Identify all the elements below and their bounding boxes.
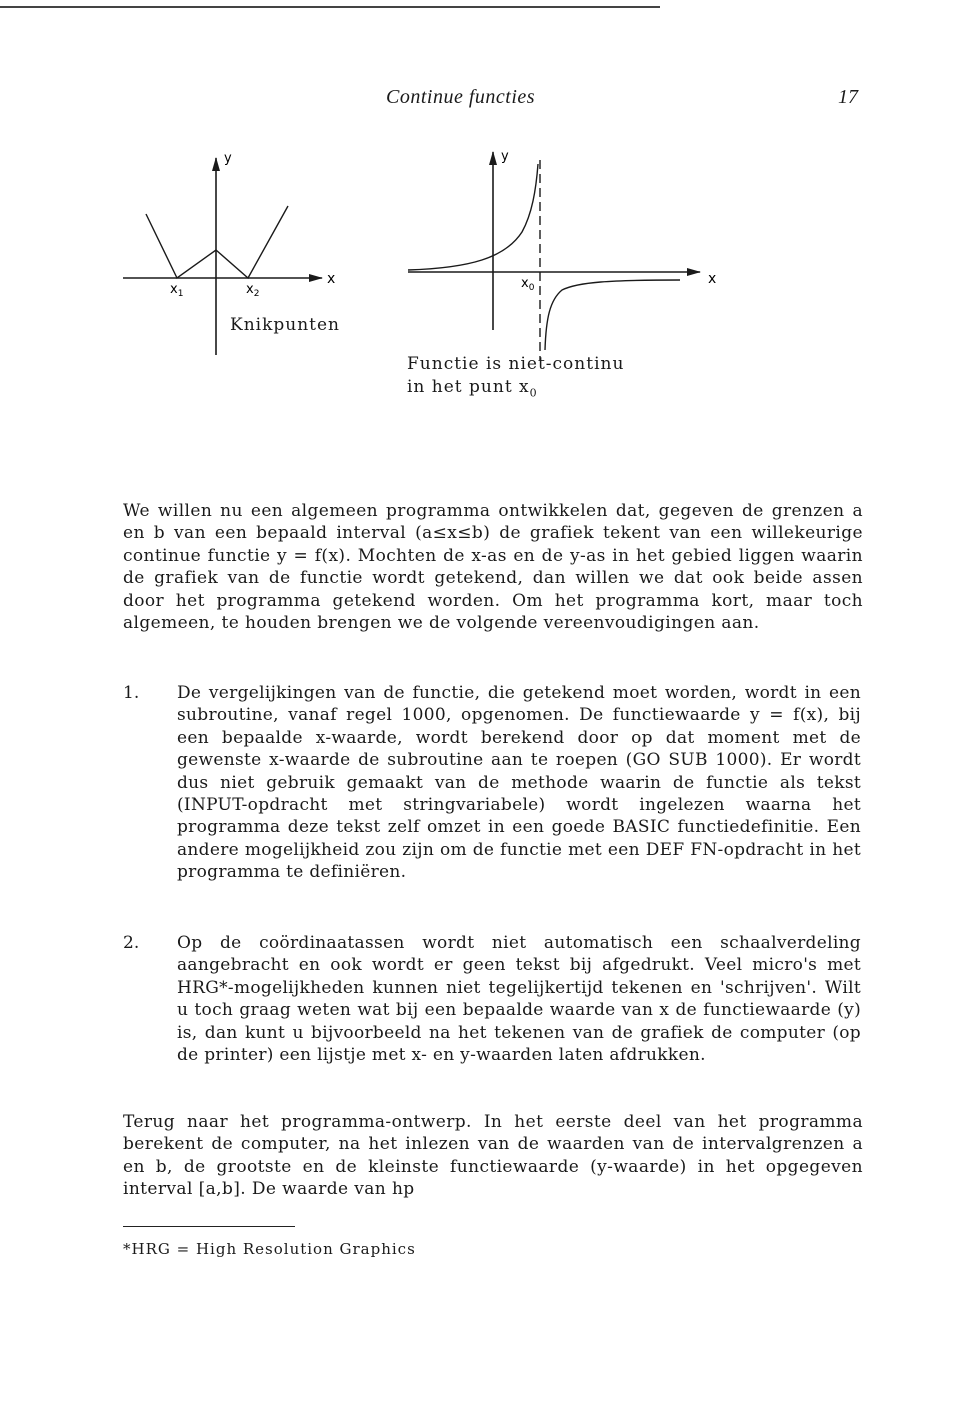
left-function-curve: [146, 206, 288, 278]
page-number: 17: [838, 86, 858, 108]
left-x-label: x: [327, 271, 336, 287]
list-item-number: 1.: [123, 683, 140, 703]
right-figure-caption-line1: Functie is niet-continu: [407, 354, 625, 374]
list-item-text: De vergelijkingen van de functie, die getekend moet worden, wordt in een subroutine, vanaf regel 1000, opgenomen. De functiewaarde y = f(x), bij een bepaalde x-waarde, wordt berekend door op dat moment met de gewenste x-waarde de subroutine aan te roepen (GO SUB 1000). Er wordt dus niet gebruik gemaakt van de methode waarin de functie als tekst (INPUT-opdracht met stringvariabele) wordt ingelezen waarna het programma deze tekst zelf omzet in een goede BASIC functiedefinitie. Een andere mogelijkheid zou zijn om de functie met een DEF FN-opdracht in het programma te definiëren.: [177, 683, 861, 883]
list-item-number: 2.: [123, 933, 140, 953]
left-y-label: y: [224, 151, 232, 166]
figure-right: [408, 149, 716, 360]
right-figure-caption-line2: in het punt $x_0$: [407, 377, 538, 400]
left-figure-caption: Knikpunten: [230, 315, 341, 335]
footnote: *HRG = High Resolution Graphics: [123, 1240, 416, 1258]
running-title: Continue functies: [386, 86, 536, 108]
list-item-text: Op de coördinaatassen wordt niet automatisch een schaalverdeling aangebracht en ook wordt er geen tekst bij afgedrukt. Veel micro's met HRG*-mogelijkheden kunnen niet tegelijkertijd tekenen en 'schrijven'. Wilt u toch graag weten wat bij een bepaalde waarde van x de functiewaarde (y) is, dan kunt u bijvoorbeeld na het tekenen van de grafiek de computer (op de printer) een lijstje met x- en y-waarden laten afdrukken.: [177, 933, 861, 1066]
intro-paragraph: We willen nu een algemeen programma ontwikkelen dat, gegeven de grenzen a en b van een bepaald interval (a≤x≤b) de grafiek tekent van een willekeurige continue functie y = f(x). Mochten de x-as en de y-as in het gebied liggen waarin de grafiek van de functie wordt getekend, dan willen we dat ook beide assen door het programma getekend worden. Om het programma kort, maar toch algemeen, te houden brengen we de volgende vereenvoudigingen aan.: [123, 501, 863, 634]
right-curve-left-branch: [408, 164, 538, 270]
right-y-label: y: [501, 149, 509, 164]
footnote-rule: [123, 1226, 295, 1227]
right-x0-label: $x_0$: [521, 276, 535, 293]
left-x1-label: $x_1$: [170, 282, 184, 299]
right-x-label: x: [708, 271, 717, 287]
right-curve-right-branch: [545, 280, 680, 350]
closing-paragraph: Terug naar het programma-ontwerp. In het eerste deel van het programma berekent de computer, na het inlezen van de waarden van de intervalgrenzen a en b, de grootste en de kleinste functiewaarde (y-waarde) in het opgegeven interval [a,b]. De waarde van hp: [123, 1112, 863, 1200]
left-x2-label: $x_2$: [246, 282, 260, 299]
